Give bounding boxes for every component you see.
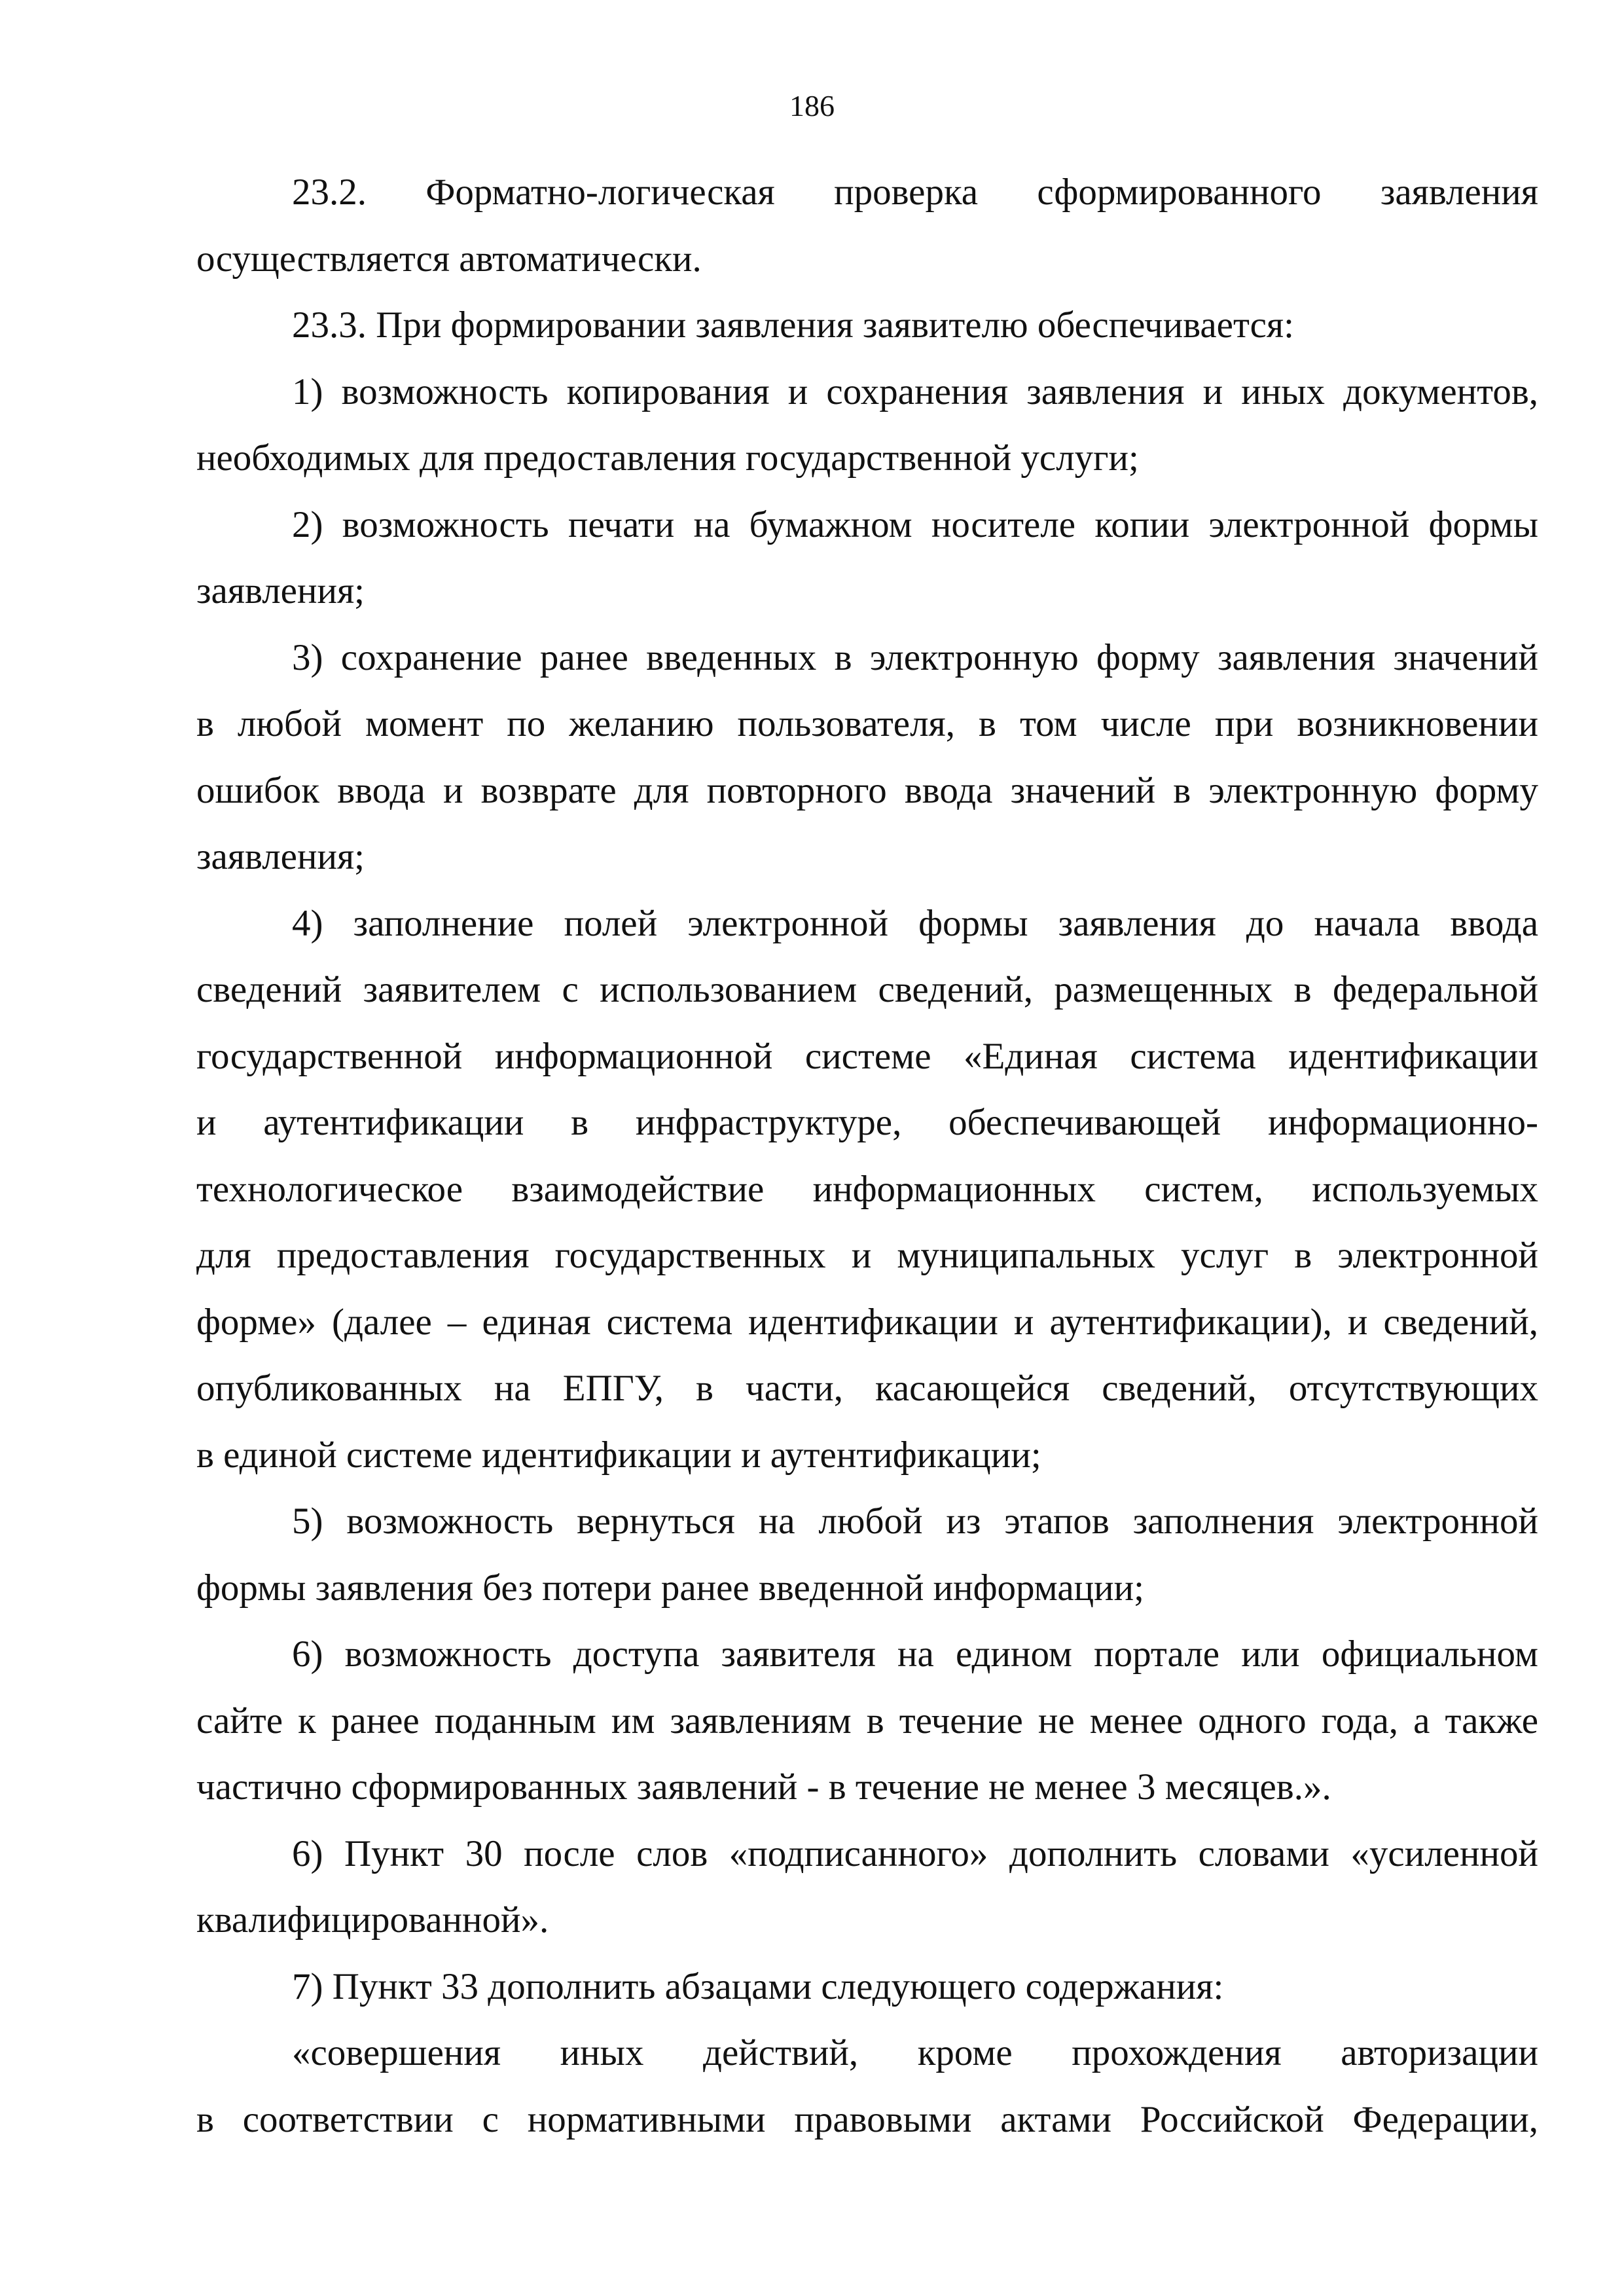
text-line: государственной информационной системе «Единая система идентификации [196, 1035, 1538, 1077]
text-line: 4) заполнение полей электронной формы заявления до начала ввода [292, 902, 1538, 944]
text-line: осуществляется автоматически. [196, 238, 702, 280]
text-line: в единой системе идентификации и аутентификации; [196, 1434, 1041, 1476]
paragraph [196, 1621, 1538, 1821]
text-line: 6) Пункт 30 после слов «подписанного» дополнить словами «усиленной [292, 1832, 1538, 1874]
text-line: 7) Пункт 33 дополнить абзацами следующего содержания: [292, 1965, 1224, 2007]
paragraph [196, 2020, 1538, 2153]
text-line: в любой момент по желанию пользователя, в том числе при возникновении [196, 703, 1538, 744]
text-line: 5) возможность вернуться на любой из этапов заполнения электронной [292, 1501, 1538, 1542]
paragraph [196, 625, 1538, 890]
paragraph [196, 1488, 1538, 1621]
text-line: частично сформированных заявлений - в течение не менее 3 месяцев.». [196, 1766, 1331, 1808]
text-line: и аутентификации в инфраструктуре, обеспечивающей информационно- [196, 1102, 1538, 1143]
text-line: необходимых для предоставления государственной услуги; [196, 437, 1139, 479]
text-line: 23.3. При формировании заявления заявителю обеспечивается: [292, 304, 1294, 346]
text-line: «совершения иных действий, кроме прохождения авторизации [292, 2032, 1538, 2073]
paragraph [196, 292, 1538, 359]
paragraph [196, 359, 1538, 492]
paragraph [196, 1954, 1538, 2020]
text-line: для предоставления государственных и муниципальных услуг в электронной [196, 1235, 1538, 1276]
text-line: 23.2. Форматно-логическая проверка сформированного заявления [292, 172, 1538, 213]
text-line: заявления; [196, 570, 365, 611]
text-line: опубликованных на ЕПГУ, в части, касающейся сведений, отсутствующих [196, 1368, 1538, 1409]
text-line: сведений заявителем с использованием сведений, размещенных в федеральной [196, 969, 1538, 1010]
paragraph [196, 159, 1538, 292]
paragraph [196, 492, 1538, 625]
document-body [196, 159, 1538, 2153]
text-line: 3) сохранение ранее введенных в электронную форму заявления значений [292, 636, 1538, 678]
text-line: в соответствии с нормативными правовыми актами Российской Федерации, [196, 2098, 1538, 2140]
text-line: ошибок ввода и возврате для повторного ввода значений в электронную форму [196, 769, 1538, 811]
text-line: формы заявления без потери ранее введенной информации; [196, 1567, 1144, 1609]
text-line: 1) возможность копирования и сохранения заявления и иных документов, [292, 371, 1538, 412]
text-line: 6) возможность доступа заявителя на едином портале или официальном [292, 1633, 1538, 1675]
text-line: 2) возможность печати на бумажном носителе копии электронной формы [292, 503, 1538, 545]
text-line: квалифицированной». [196, 1899, 549, 1941]
text-line: сайте к ранее поданным им заявлениям в течение не менее одного года, а также [196, 1700, 1538, 1741]
paragraph [196, 890, 1538, 1489]
text-line: технологическое взаимодействие информационных систем, используемых [196, 1168, 1538, 1210]
text-line: форме» (далее – единая система идентификации и аутентификации), и сведений, [196, 1301, 1538, 1343]
paragraph [196, 1821, 1538, 1954]
text-line: заявления; [196, 836, 365, 877]
page-number: 186 [789, 89, 835, 122]
